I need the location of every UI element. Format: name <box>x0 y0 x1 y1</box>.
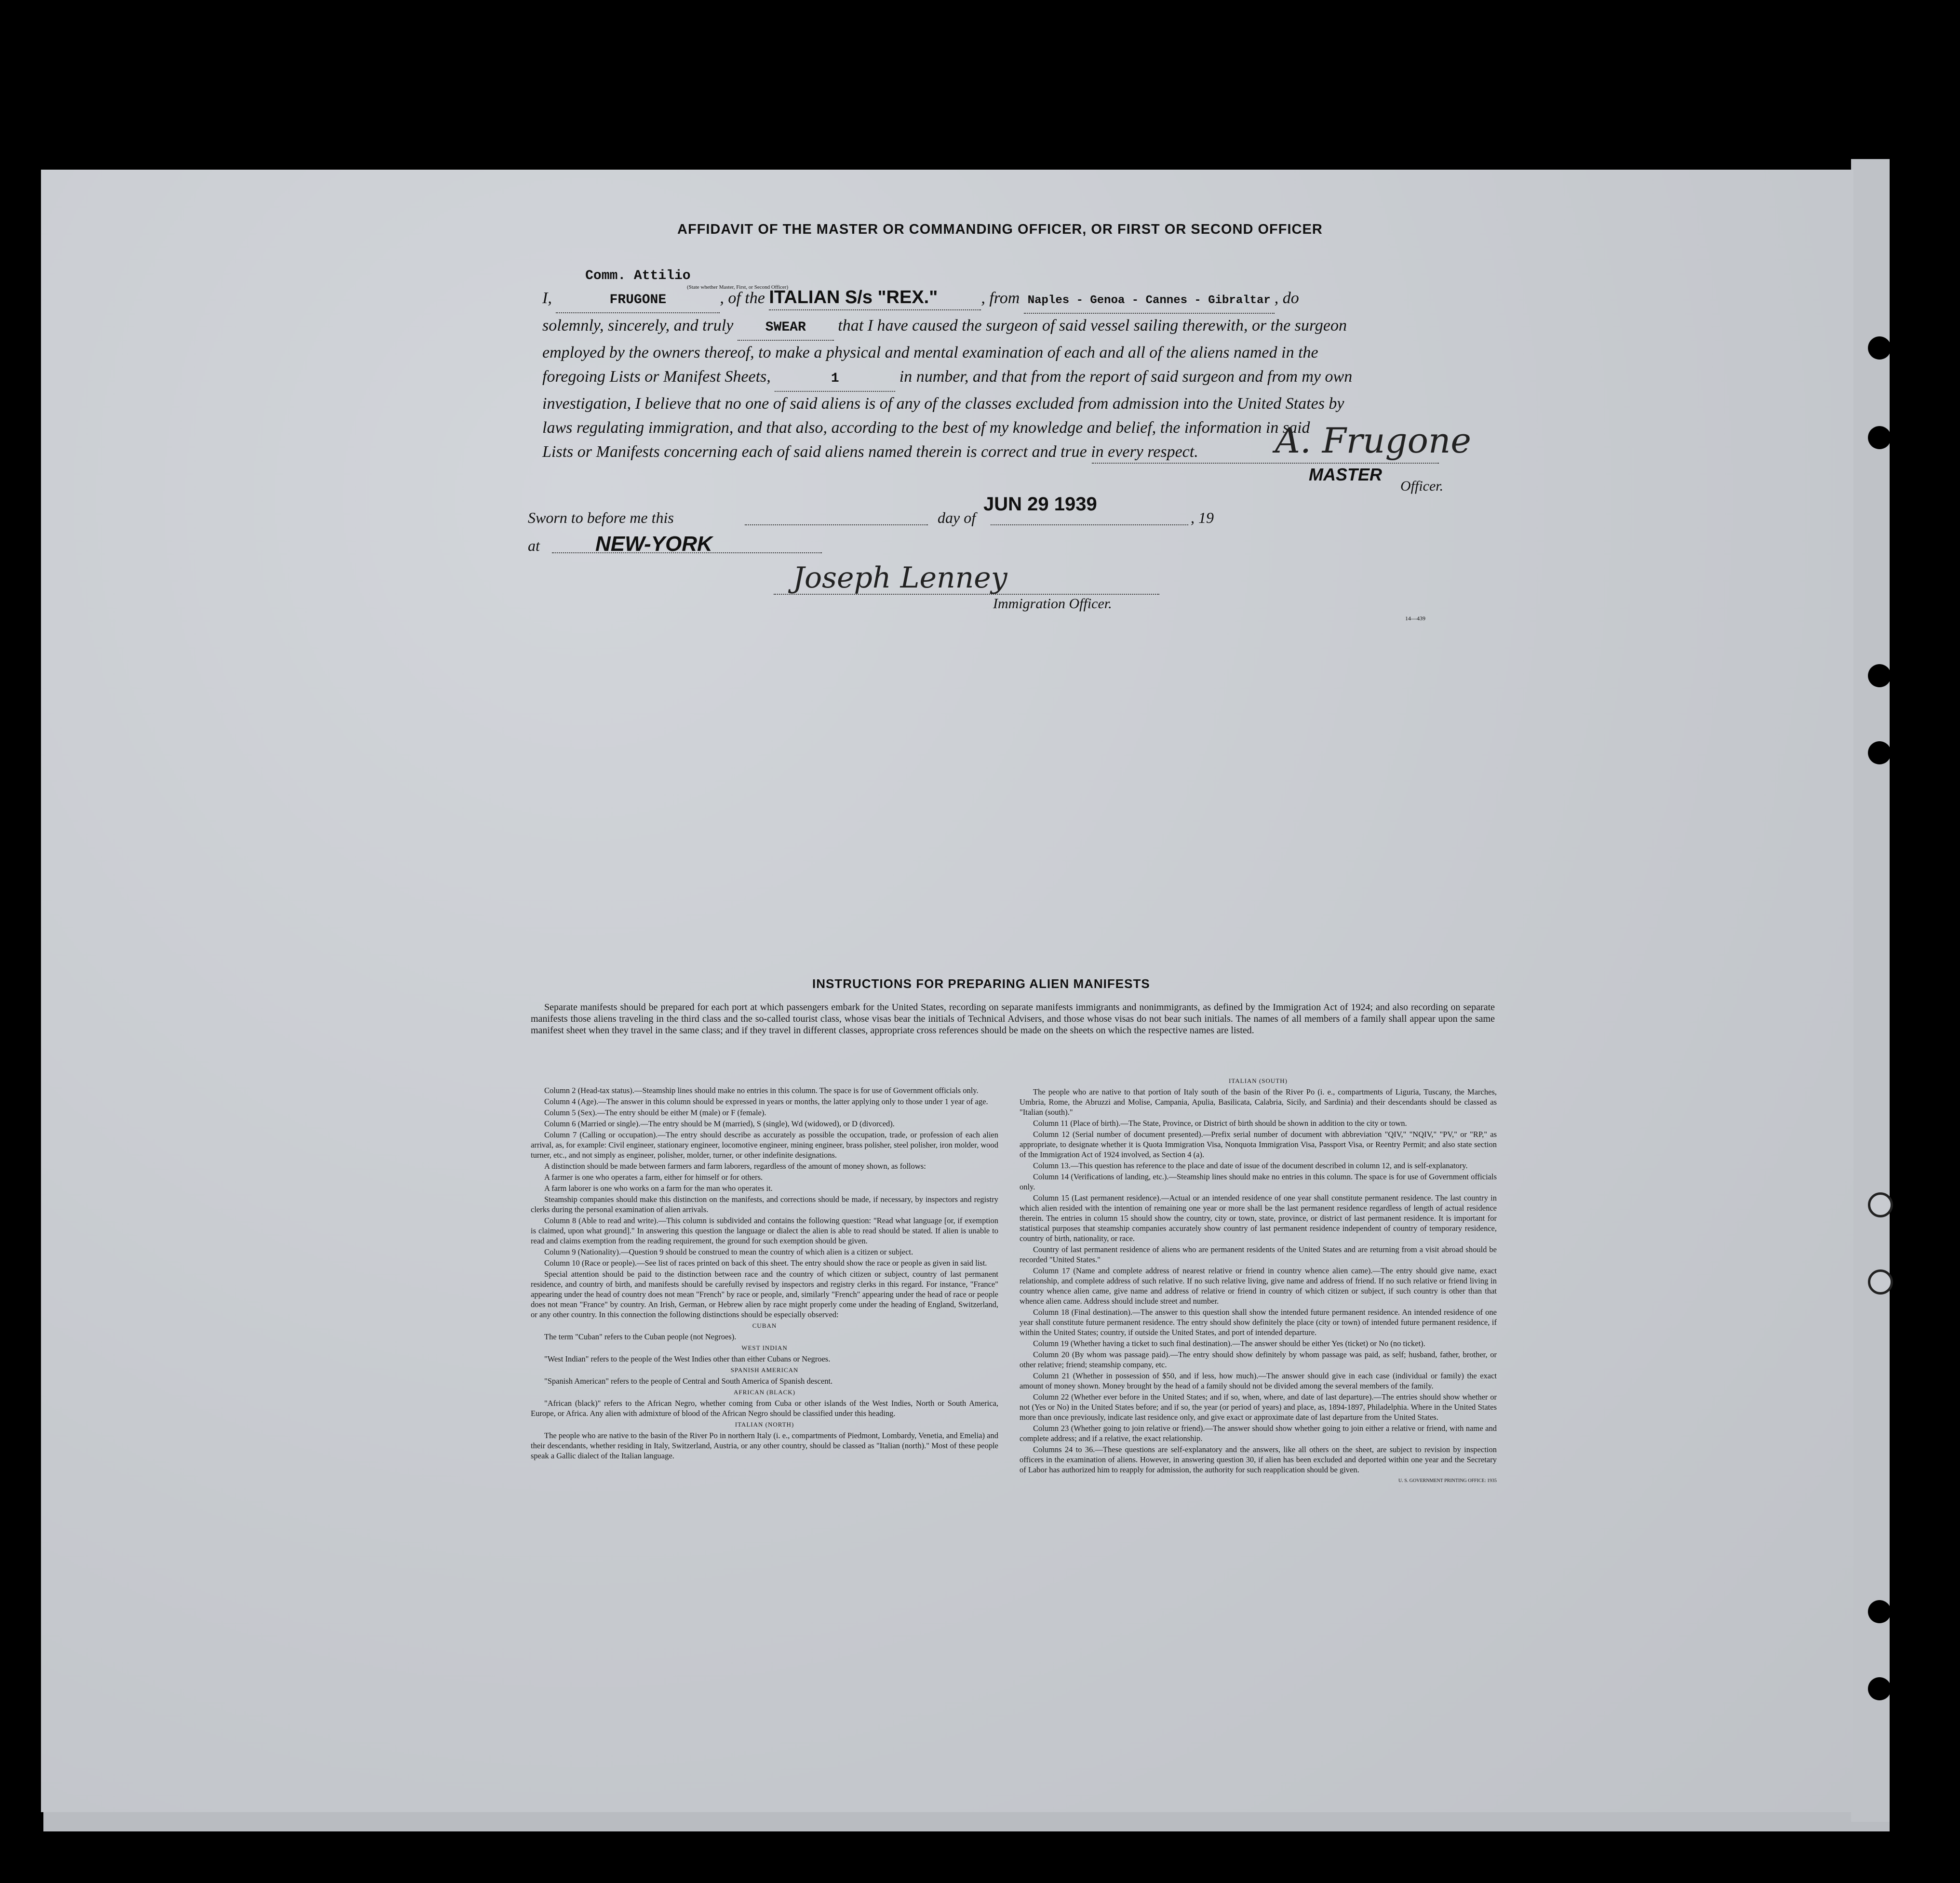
left-paragraph: Column 2 (Head-tax status).—Steamship lines should make no entries in this column. The space is for use of Government officials only. <box>544 1086 979 1095</box>
race-text: "African (black)" refers to the African Negro, whether coming from Cuba or other islands of the West Indies, North or South America, Europe, or Africa. Any alien with admixture of blood of the African Negro should be classified under this heading. <box>531 1399 998 1418</box>
binder-hole <box>1868 664 1891 687</box>
binder-hole <box>1868 1600 1891 1623</box>
printer-imprint: U. S. GOVERNMENT PRINTING OFFICE: 1935 <box>1398 1478 1497 1483</box>
manifest-page <box>41 170 1853 1812</box>
form-number: 14—439 <box>1405 615 1425 622</box>
left-paragraph: Special attention should be paid to the distinction between race and the country of which citizen or subject, country of last permanent residence, and country of birth, and manifests should be carefully revised by inspectors and registry clerks in this regard. For instance, "France" appearing under the head of country does not mean "French" by race or people, and, similarly "French" appearing under the head of race or people does not mean "France" by country. An Irish, German, or Hebrew alien by race might properly come under the heading of England, Switzerland, or any other country. In this connection the following distinctions should be especially observed: <box>531 1269 998 1319</box>
text-from: , from <box>981 289 1020 307</box>
master-signature-line <box>1092 463 1439 464</box>
text-i: I, <box>542 289 552 307</box>
race-heading: WEST INDIAN <box>741 1344 788 1351</box>
left-paragraph: Column 5 (Sex).—The entry should be either M (male) or F (female). <box>544 1108 766 1117</box>
date-stamp: JUN 29 1939 <box>983 494 1097 515</box>
affidavit-line-3: employed by the owners thereof, to make a physical and mental examination of each and all of the aliens named in the <box>542 344 1318 361</box>
sworn-month-line <box>991 524 1188 525</box>
right-paragraph: Column 15 (Last permanent residence).—Actual or an intended residence of one year shall constitute permanent residence. The last country in which alien resided with the intention of remaining one year or more shall be the last permanent residence regardless of length of actual residence therein. The entries in column 15 should show the country, city or town, state, province, or district of last permanent residence. It is important for statistical purposes that steamship companies accurately show country of last permanent residence independent of country of temporary residence, country of birth, nationality, or race. <box>1020 1193 1497 1243</box>
text-line2a: solemnly, sincerely, and truly <box>542 317 734 334</box>
state-whether-note: (State whether Master, First, or Second Officer) <box>687 284 789 290</box>
left-paragraph: Column 9 (Nationality).—Question 9 should be construed to mean the country of which alien is a citizen or subject. <box>544 1247 913 1256</box>
officer-name: Comm. Attilio FRUGONE <box>556 264 720 313</box>
binder-hole <box>1868 1269 1893 1295</box>
right-paragraph: Column 18 (Final destination).—The answer to this question shall show the intended future permanent residence. An intended residence of one year shall constitute future permanent residence. The entry should show definitely the place (city or town) of intended future permanent residence, if within the United States; country, if outside the United States, and port of intended departure. <box>1020 1308 1497 1337</box>
day-of-text: day of <box>938 509 976 526</box>
left-paragraph: A farm laborer is one who works on a farm for the man who operates it. <box>544 1184 773 1193</box>
at-text: at <box>528 537 540 554</box>
affidavit-line-7: Lists or Manifests concerning each of said aliens named therein is correct and true in every respect. <box>542 443 1198 461</box>
right-paragraph: Column 12 (Serial number of document presented).—Prefix serial number of document with abbreviation "QIV," "NQIV," "PV," or "RP," as appropriate, to designate whether it is Quota Immigration Visa, Nonquota Immigration Visa, Passport Visa, or Reentry Permit; and also state section of the Immigration Act of 1924 involved, as Section 4 (a). <box>1020 1130 1497 1159</box>
text-of-the: , of the <box>720 289 765 307</box>
affidavit-line-2 <box>542 314 1506 341</box>
sheet-count: 1 <box>775 367 895 392</box>
immigration-officer-label: Immigration Officer. <box>993 596 1112 612</box>
race-heading: AFRICAN (BLACK) <box>733 1389 796 1396</box>
race-heading: SPANISH AMERICAN <box>730 1366 799 1374</box>
text-line4a: foregoing Lists or Manifest Sheets, <box>542 368 771 386</box>
oath-word: SWEAR <box>738 316 834 341</box>
right-paragraph: Country of last permanent residence of aliens who are permanent residents of the United States and are returning from a visit abroad should be recorded "United States." <box>1020 1245 1497 1264</box>
text-do: , do <box>1274 289 1299 307</box>
race-text: The term "Cuban" refers to the Cuban people (not Negroes). <box>544 1332 737 1341</box>
route: Naples - Genoa - Cannes - Gibraltar <box>1024 289 1275 314</box>
left-paragraph: Column 6 (Married or single).—The entry should be M (married), S (single), Wd (widowed), or D (divorced). <box>544 1119 895 1128</box>
affidavit-line-6: laws regulating immigration, and that also, according to the best of my knowledge and belief, the information in said <box>542 419 1310 437</box>
text-line2b: that I have caused the surgeon of said vessel sailing therewith, or the surgeon <box>838 317 1347 334</box>
immigration-signature: Joseph Lenney <box>793 561 1007 595</box>
right-sheet-edge <box>1851 159 1890 1822</box>
right-paragraph: Column 13.—This question has reference to the place and date of issue of the document described in column 12, and is self-explanatory. <box>1033 1161 1468 1170</box>
binder-hole <box>1868 336 1891 360</box>
instructions-right-column <box>1020 1076 1497 1487</box>
affidavit-line-4 <box>542 365 1506 392</box>
binder-hole <box>1868 1192 1893 1217</box>
right-paragraph: Columns 24 to 36.—These questions are self-explanatory and the answers, like all others on the sheet, are subject to revision by inspection officers in the examination of aliens. However, in answering question 30, if alien has been excluded and deported within one year and the Secretary of Labor has authorized him to reapply for admission, the authority for such reapplication should be given. <box>1020 1445 1497 1474</box>
race-heading: ITALIAN (SOUTH) <box>1229 1077 1288 1084</box>
right-paragraph: Column 21 (Whether in possession of $50, and if less, how much).—The answer should give in each case (individual or family) the exact amount of money shown. Money brought by the head of a family should not be divided among the several members of the family. <box>1020 1371 1497 1390</box>
affidavit-line-5: investigation, I believe that no one of said aliens is of any of the classes excluded from admission into the United States by <box>542 395 1344 413</box>
left-paragraph: Steamship companies should make this distinction on the manifests, and corrections should be made, if necessary, by inspectors and registry clerks during the personal examination of alien arrivals. <box>531 1195 998 1214</box>
text-line4b: in number, and that from the report of said surgeon and from my own <box>899 368 1353 386</box>
right-paragraph: Column 22 (Whether ever before in the United States; and if so, when, where, and date of last departure).—The entries should show whether or not (Yes or No) in the United States before; and if so, the year (or period of years) and place, as, 1894-1897, Philadelphia. Where in the United States more than once previously, indicate last residence only, and give exact or approximate date of last departure from the United States. <box>1020 1392 1497 1422</box>
left-paragraph: A farmer is one who operates a farm, either for himself or for others. <box>544 1173 763 1182</box>
race-heading: CUBAN <box>752 1322 777 1329</box>
right-paragraph: Column 23 (Whether going to join relative or friend).—The answer should show whether going to join either a relative or friend, with name and complete address; and if a relative, the exact relationship. <box>1020 1424 1497 1443</box>
instructions-heading: INSTRUCTIONS FOR PREPARING ALIEN MANIFESTS <box>812 976 1150 991</box>
sworn-day-line <box>745 524 928 525</box>
master-signature: A. Frugone <box>1275 420 1471 461</box>
instructions-left-column <box>531 1085 998 1462</box>
left-paragraph: Column 7 (Calling or occupation).—The entry should describe as accurately as possible the occupation, trade, or profession of each alien arrival, as, for example: Civil engineer, stationary engineer, locomotive engineer, mining engineer, brass polisher, steel polisher, iron molder, wood turner, etc., and not simply as engineer, polisher, molder, turner, or other indefinite designations. <box>531 1130 998 1160</box>
left-paragraph: Column 8 (Able to read and write).—This column is subdivided and contains the following question: "Read what language [or, if exemption is claimed, upon what ground]." In answering this question the language or dialect the alien is able to read should be stated. If alien is unable to read and claims exemption from the reading requirement, the ground for such exemption should be given. <box>531 1216 998 1245</box>
right-paragraph: Column 20 (By whom was passage paid).—The entry should show definitely by whom passage was paid, as self; husband, father, brother, or other relative; friend; steamship company, etc. <box>1020 1350 1497 1369</box>
year-prefix: , 19 <box>1191 509 1214 526</box>
race-text: "West Indian" refers to the people of the West Indies other than either Cubans or Negroes. <box>544 1354 831 1363</box>
vessel-name: ITALIAN S/s "REX." <box>769 285 981 310</box>
left-paragraph: A distinction should be made between farmers and farm laborers, regardless of the amount of money shown, as follows: <box>544 1162 926 1171</box>
sworn-text: Sworn to before me this <box>528 509 674 526</box>
place-stamp: NEW-YORK <box>595 532 712 556</box>
race-heading: ITALIAN (NORTH) <box>735 1421 794 1428</box>
left-paragraph: Column 4 (Age).—The answer in this column should be expressed in years or months, the latter applying only to those under 1 year of age. <box>544 1097 988 1106</box>
master-label: MASTER <box>1309 465 1382 484</box>
right-paragraph: Column 17 (Name and complete address of nearest relative or friend in country whence alien came).—The entry should give name, exact relationship, and complete address of such relative. If no such relative living, give name and address of friend. If no such relative or friend living in country whence alien came, give name and address of relative or friend in country of which citizen or subject, if such country is other than that whence alien came. Address should include street and number. <box>1020 1266 1497 1306</box>
immigration-signature-line <box>774 594 1159 595</box>
race-text: The people who are native to the basin of the River Po in northern Italy (i. e., compartments of Piedmont, Lombardy, Venetia, and Emelia) and their descendants, whether residing in Italy, Switzerland, Austria, or any other country, should be classed as "Italian (north)." Most of these people speak a Gallic dialect of the Italian language. <box>531 1431 998 1460</box>
right-paragraph: Column 11 (Place of birth).—The State, Province, or District of birth should be shown in addition to the city or town. <box>1033 1119 1407 1128</box>
left-paragraph: Column 10 (Race or people).—See list of races printed on back of this sheet. The entry should show the race or people as given in said list. <box>544 1258 987 1268</box>
race-text: "Spanish American" refers to the people of Central and South America of Spanish descent. <box>544 1376 833 1386</box>
right-paragraph: Column 14 (Verifications of landing, etc.).—Steamship lines should make no entries in this column. The space is for use of Government officials only. <box>1020 1172 1497 1191</box>
right-paragraph: The people who are native to that portion of Italy south of the basin of the River Po (i. e., compartments of Liguria, Tuscany, the Marches, Umbria, Rome, the Abruzzi and Molise, Campania, Apulia, Basilicata, Calabria, Sicily, and Sardinia) and their descendants should be classed as "Italian (south)." <box>1020 1087 1497 1117</box>
binder-hole <box>1868 426 1891 449</box>
affidavit-heading: AFFIDAVIT OF THE MASTER OR COMMANDING OFFICER, OR FIRST OR SECOND OFFICER <box>677 222 1323 237</box>
binder-hole <box>1868 741 1891 764</box>
binder-hole <box>1868 1677 1891 1700</box>
right-paragraph: Column 19 (Whether having a ticket to such final destination).—The answer should be either Yes (ticket) or No (no ticket). <box>1033 1339 1425 1348</box>
intro-paragraph: Separate manifests should be prepared for each port at which passengers embark for the United States, recording on separate manifests immigrants and nonimmigrants, as defined by the Immigration Act of 1924; and also recording on separate manifests those aliens traveling in the third class and the so-called tourist class, whose visas bear the initials of Technical Advisers, and those whose visas do not bear such initials. The names of all members of a family shall appear upon the same manifest sheet when they travel in the same class; and if they travel in different classes, appropriate cross references should be made on the sheets on which the respective names are listed. <box>531 1002 1495 1036</box>
instructions-intro <box>531 1002 1495 1037</box>
officer-label: Officer. <box>1400 478 1444 494</box>
